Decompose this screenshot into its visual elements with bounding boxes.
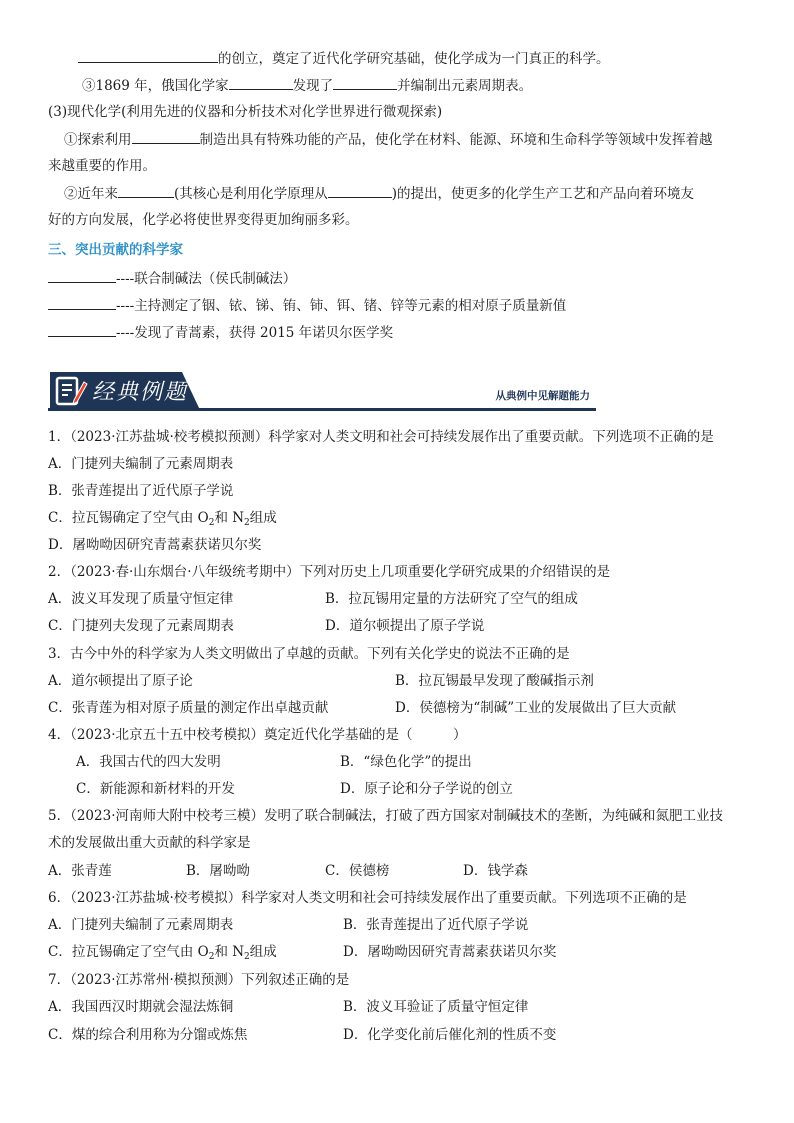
intro-line-4: ①探索利用 制造出具有特殊功能的产品，使化学在材料、能源、环境和生命科学等领域中发挥着越 (64, 129, 713, 150)
banner-rule (48, 408, 596, 411)
question-stem: 5．（2023·河南师大附中校考三模）发明了联合制碱法，打破了西方国家对制碱技术的垄断，为纯碱和氮肥工业技 (48, 808, 723, 824)
option-d[interactable]: D．屠呦呦因研究青蒿素获诺贝尔奖 (48, 537, 262, 553)
fill-blank[interactable] (118, 183, 174, 198)
scientist-item: ----联合制碱法（侯氏制碱法） (48, 268, 296, 289)
section-banner (48, 370, 596, 416)
option-c[interactable]: C．张青莲为相对原子质量的测定作出卓越贡献 (48, 700, 329, 716)
option-d[interactable]: D．侯德榜为“制碱”工业的发展做出了巨大贡献 (395, 700, 677, 716)
banner-title: 经典例题 (92, 380, 189, 405)
intro-line-2: ③1869 年，俄国化学家 发现了 并编制出元素周期表。 (82, 75, 532, 96)
fill-blank[interactable] (78, 48, 218, 63)
question-stem: 3．古今中外的科学家为人类文明做出了卓越的贡献。下列有关化学史的说法不正确的是 (48, 646, 570, 662)
option-b[interactable]: B．张青莲提出了近代原子学说 (343, 917, 529, 933)
option-c[interactable]: C．新能源和新材料的开发 (76, 781, 235, 797)
option-b[interactable]: B．波义耳验证了质量守恒定律 (343, 999, 529, 1015)
option-d[interactable]: D．钱学森 (463, 863, 528, 879)
option-a[interactable]: A．波义耳发现了质量守恒定律 (48, 591, 234, 607)
question-stem: 1．（2023·江苏盐城·校考模拟预测）科学家对人类文明和社会可持续发展作出了重要贡献。下列选项不正确的是 (48, 429, 714, 445)
intro-line-6: ②近年来 (其核心是利用化学原理从 )的提出，使更多的化学生产工艺和产品向着环境友 (64, 183, 694, 204)
option-a[interactable]: A．张青莲 (48, 863, 112, 879)
option-c[interactable]: C．门捷列夫发现了元素周期表 (48, 618, 234, 634)
option-d[interactable]: D．化学变化前后催化剂的性质不变 (343, 1027, 557, 1043)
option-c[interactable]: C．拉瓦锡确定了空气由 $O_2$和 $N_2$组成 (48, 510, 277, 528)
option-a[interactable]: A．我国古代的四大发明 (76, 754, 221, 770)
intro-line-7: 好的方向发展，化学必将使世界变得更加绚丽多彩。 (48, 212, 359, 228)
fill-blank[interactable] (328, 183, 392, 198)
banner-subtitle: 从典例中见解题能力 (495, 390, 590, 402)
scientist-item: ----主持测定了铟、铱、锑、铕、铈、铒、锗、锌等元素的相对原子质量新值 (48, 295, 566, 316)
fill-blank[interactable] (48, 268, 116, 283)
option-b[interactable]: B．张青莲提出了近代原子学说 (48, 483, 234, 499)
question-stem: 4．（2023·北京五十五中校考模拟）奠定近代化学基础的是（ ） (48, 727, 467, 743)
notebook-pencil-icon (54, 374, 88, 408)
question-stem: 2．（2023·春·山东烟台·八年级统考期中）下列对历史上几项重要化学研究成果的介绍错误的是 (48, 564, 611, 580)
option-d[interactable]: D．屠呦呦因研究青蒿素获诺贝尔奖 (343, 944, 557, 960)
option-b[interactable]: B．拉瓦锡用定量的方法研究了空气的组成 (325, 591, 578, 607)
option-a[interactable]: A．我国西汉时期就会湿法炼铜 (48, 999, 234, 1015)
option-b[interactable]: B．“绿色化学”的提出 (340, 754, 472, 770)
intro-line-1: 的创立，奠定了近代化学研究基础，使化学成为一门真正的科学。 (78, 48, 610, 69)
option-d[interactable]: D．道尔顿提出了原子学说 (325, 618, 485, 634)
option-c[interactable]: C．拉瓦锡确定了空气由 $O_2$和 $N_2$组成 (48, 944, 277, 962)
fill-blank[interactable] (229, 75, 293, 90)
option-b[interactable]: B．屠呦呦 (186, 863, 250, 879)
question-stem: 6．（2023·江苏盐城·校考模拟）科学家对人类文明和社会可持续发展作出了重要贡献。下列选项不正确的是 (48, 890, 687, 906)
option-a[interactable]: A．道尔顿提出了原子论 (48, 673, 193, 689)
question-stem: 7．（2023·江苏常州·模拟预测）下列叙述正确的是 (48, 972, 350, 988)
intro-line-5: 来越重要的作用。 (48, 158, 156, 174)
option-c[interactable]: C．煤的综合利用称为分馏或炼焦 (48, 1027, 248, 1043)
option-a[interactable]: A．门捷列夫编制了元素周期表 (48, 456, 234, 472)
option-d[interactable]: D．原子论和分子学说的创立 (340, 781, 513, 797)
option-a[interactable]: A．门捷列夫编制了元素周期表 (48, 917, 234, 933)
question-stem-cont: 术的发展做出重大贡献的科学家是 (48, 835, 251, 851)
option-b[interactable]: B．拉瓦锡最早发现了酸碱指示剂 (395, 673, 594, 689)
fill-blank[interactable] (48, 322, 116, 337)
section-heading: 三、突出贡献的科学家 (48, 242, 183, 258)
intro-line-3: (3)现代化学(利用先进的仪器和分析技术对化学世界进行微观探索) (48, 104, 443, 120)
fill-blank[interactable] (333, 75, 397, 90)
fill-blank[interactable] (132, 129, 200, 144)
option-c[interactable]: C．侯德榜 (325, 863, 390, 879)
fill-blank[interactable] (48, 295, 116, 310)
scientist-item: ----发现了青蒿素，获得 2015 年诺贝尔医学奖 (48, 322, 393, 343)
